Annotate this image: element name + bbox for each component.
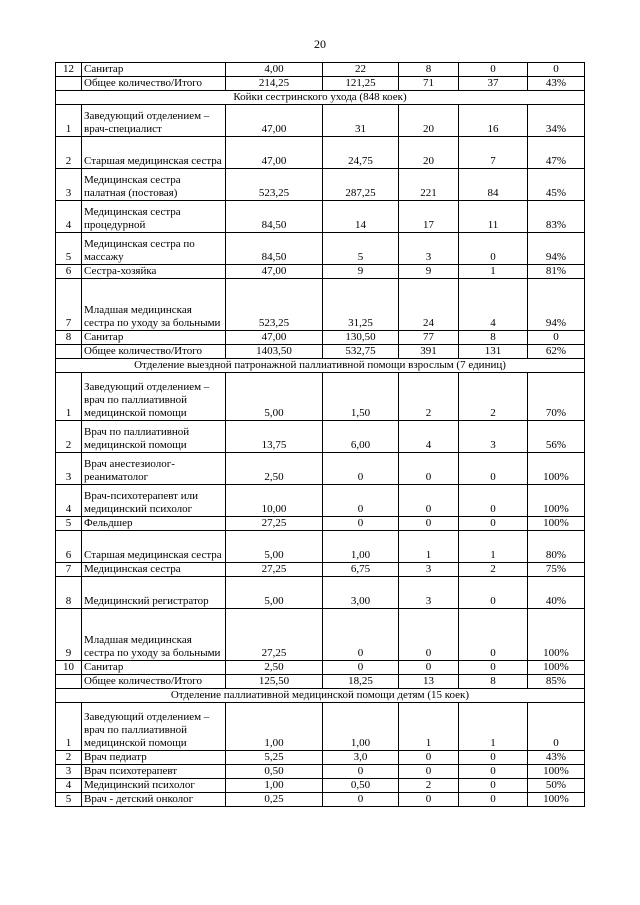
table-row: [56, 577, 585, 609]
value-cell-c4: 2: [459, 373, 528, 421]
position-name-cell: Старшая медицинская сестра: [82, 137, 226, 169]
value-cell-c1: 2,50: [226, 453, 323, 485]
position-name-cell: Санитар: [82, 331, 226, 345]
table-row: [56, 675, 585, 689]
table-row: [56, 793, 585, 807]
value-cell-c3: 4: [399, 421, 459, 453]
value-cell-c2: 0: [323, 765, 399, 779]
value-cell-c3: 0: [399, 793, 459, 807]
row-number-cell: 8: [56, 577, 82, 609]
row-number-cell: 4: [56, 779, 82, 793]
value-cell-c5: 0: [528, 63, 585, 77]
value-cell-c2: 1,50: [323, 373, 399, 421]
row-number-cell: 5: [56, 233, 82, 265]
value-cell-c1: 0,50: [226, 765, 323, 779]
value-cell-c2: 3,00: [323, 577, 399, 609]
value-cell-c1: 10,00: [226, 485, 323, 517]
value-cell-c3: 0: [399, 661, 459, 675]
value-cell-c2: 1,00: [323, 531, 399, 563]
value-cell-c4: 11: [459, 201, 528, 233]
position-name-cell: Заведующий отделением – врач по паллиативной медицинской помощи: [82, 373, 226, 421]
value-cell-c3: 0: [399, 453, 459, 485]
value-cell-c5: 45%: [528, 169, 585, 201]
value-cell-c4: 2: [459, 563, 528, 577]
position-name-cell: Фельдшер: [82, 517, 226, 531]
row-number-cell: 3: [56, 765, 82, 779]
value-cell-c4: 1: [459, 531, 528, 563]
value-cell-c5: 43%: [528, 751, 585, 765]
value-cell-c4: 16: [459, 105, 528, 137]
value-cell-c3: 2: [399, 779, 459, 793]
value-cell-c5: 85%: [528, 675, 585, 689]
table-row: [56, 609, 585, 661]
value-cell-c3: 0: [399, 609, 459, 661]
value-cell-c5: 94%: [528, 279, 585, 331]
value-cell-c4: 0: [459, 793, 528, 807]
value-cell-c2: 0: [323, 517, 399, 531]
position-name-cell: Сестра-хозяйка: [82, 265, 226, 279]
value-cell-c1: 1403,50: [226, 345, 323, 359]
value-cell-c2: 0: [323, 793, 399, 807]
position-name-cell: Медицинская сестра палатная (постовая): [82, 169, 226, 201]
row-number-cell: 6: [56, 265, 82, 279]
position-name-cell: Врач педиатр: [82, 751, 226, 765]
table-row: [56, 563, 585, 577]
value-cell-c2: 532,75: [323, 345, 399, 359]
value-cell-c4: 0: [459, 63, 528, 77]
row-number-cell: 7: [56, 279, 82, 331]
value-cell-c4: 4: [459, 279, 528, 331]
value-cell-c3: 1: [399, 703, 459, 751]
value-cell-c1: 47,00: [226, 137, 323, 169]
row-number-cell: 9: [56, 609, 82, 661]
value-cell-c2: 130,50: [323, 331, 399, 345]
value-cell-c5: 81%: [528, 265, 585, 279]
value-cell-c5: 0: [528, 703, 585, 751]
position-name-cell: Санитар: [82, 661, 226, 675]
value-cell-c1: 1,00: [226, 779, 323, 793]
value-cell-c2: 1,00: [323, 703, 399, 751]
value-cell-c3: 221: [399, 169, 459, 201]
value-cell-c4: 0: [459, 453, 528, 485]
value-cell-c4: 0: [459, 661, 528, 675]
value-cell-c5: 80%: [528, 531, 585, 563]
position-name-cell: Санитар: [82, 63, 226, 77]
table-row: [56, 765, 585, 779]
position-name-cell: Медицинский психолог: [82, 779, 226, 793]
value-cell-c3: 1: [399, 531, 459, 563]
row-number-cell: 7: [56, 563, 82, 577]
value-cell-c2: 18,25: [323, 675, 399, 689]
value-cell-c5: 0: [528, 331, 585, 345]
value-cell-c1: 27,25: [226, 609, 323, 661]
table-row: [56, 485, 585, 517]
value-cell-c1: 47,00: [226, 331, 323, 345]
position-name-cell: Медицинская сестра процедурной: [82, 201, 226, 233]
value-cell-c1: 84,50: [226, 201, 323, 233]
value-cell-c3: 20: [399, 105, 459, 137]
value-cell-c4: 0: [459, 765, 528, 779]
value-cell-c4: 84: [459, 169, 528, 201]
value-cell-c5: 43%: [528, 77, 585, 91]
value-cell-c4: 0: [459, 751, 528, 765]
value-cell-c4: 1: [459, 703, 528, 751]
table-row: [56, 421, 585, 453]
value-cell-c5: 34%: [528, 105, 585, 137]
row-number-cell: 12: [56, 63, 82, 77]
value-cell-c1: 84,50: [226, 233, 323, 265]
position-name-cell: Медицинская сестра по массажу: [82, 233, 226, 265]
row-number-cell: 1: [56, 703, 82, 751]
row-number-cell: [56, 345, 82, 359]
value-cell-c1: 2,50: [226, 661, 323, 675]
row-number-cell: 3: [56, 169, 82, 201]
value-cell-c2: 287,25: [323, 169, 399, 201]
value-cell-c1: 5,00: [226, 531, 323, 563]
value-cell-c5: 50%: [528, 779, 585, 793]
position-name-cell: Общее количество/Итого: [82, 345, 226, 359]
value-cell-c3: 0: [399, 485, 459, 517]
row-number-cell: 2: [56, 137, 82, 169]
section-title: Отделение выездной патронажной паллиативной помощи взрослым (7 единиц): [56, 359, 585, 373]
staffing-table: [55, 62, 585, 807]
position-name-cell: Старшая медицинская сестра: [82, 531, 226, 563]
value-cell-c2: 24,75: [323, 137, 399, 169]
page-number: 20: [314, 37, 326, 51]
position-name-cell: Младшая медицинская сестра по уходу за больными: [82, 609, 226, 661]
value-cell-c2: 6,75: [323, 563, 399, 577]
value-cell-c4: 0: [459, 517, 528, 531]
table-row: [56, 345, 585, 359]
row-number-cell: 1: [56, 105, 82, 137]
row-number-cell: 4: [56, 485, 82, 517]
value-cell-c1: 27,25: [226, 517, 323, 531]
value-cell-c1: 27,25: [226, 563, 323, 577]
row-number-cell: 2: [56, 751, 82, 765]
table-row: [56, 517, 585, 531]
row-number-cell: [56, 675, 82, 689]
table-row: [56, 373, 585, 421]
value-cell-c2: 9: [323, 265, 399, 279]
position-name-cell: Заведующий отделением – врач по паллиативной медицинской помощи: [82, 703, 226, 751]
value-cell-c2: 6,00: [323, 421, 399, 453]
value-cell-c4: 0: [459, 233, 528, 265]
position-name-cell: Врач психотерапевт: [82, 765, 226, 779]
value-cell-c1: 523,25: [226, 169, 323, 201]
value-cell-c5: 100%: [528, 793, 585, 807]
table-row: [56, 201, 585, 233]
value-cell-c5: 100%: [528, 453, 585, 485]
value-cell-c1: 5,25: [226, 751, 323, 765]
table-row: [56, 63, 585, 77]
value-cell-c5: 40%: [528, 577, 585, 609]
value-cell-c3: 71: [399, 77, 459, 91]
position-name-cell: Медицинский регистратор: [82, 577, 226, 609]
value-cell-c3: 77: [399, 331, 459, 345]
row-number-cell: 10: [56, 661, 82, 675]
value-cell-c2: 5: [323, 233, 399, 265]
value-cell-c3: 3: [399, 233, 459, 265]
value-cell-c2: 0,50: [323, 779, 399, 793]
value-cell-c2: 31,25: [323, 279, 399, 331]
value-cell-c2: 0: [323, 609, 399, 661]
value-cell-c3: 8: [399, 63, 459, 77]
section-title: Койки сестринского ухода (848 коек): [56, 91, 585, 105]
value-cell-c2: 0: [323, 485, 399, 517]
value-cell-c1: 47,00: [226, 105, 323, 137]
value-cell-c4: 131: [459, 345, 528, 359]
table-row: [56, 703, 585, 751]
value-cell-c1: 47,00: [226, 265, 323, 279]
value-cell-c5: 100%: [528, 661, 585, 675]
value-cell-c5: 94%: [528, 233, 585, 265]
value-cell-c1: 125,50: [226, 675, 323, 689]
value-cell-c5: 56%: [528, 421, 585, 453]
value-cell-c4: 0: [459, 609, 528, 661]
value-cell-c2: 3,0: [323, 751, 399, 765]
value-cell-c4: 0: [459, 779, 528, 793]
row-number-cell: 4: [56, 201, 82, 233]
position-name-cell: Врач - детский онколог: [82, 793, 226, 807]
value-cell-c4: 0: [459, 577, 528, 609]
value-cell-c1: 0,25: [226, 793, 323, 807]
value-cell-c2: 0: [323, 453, 399, 485]
position-name-cell: Заведующий отделением – врач-специалист: [82, 105, 226, 137]
row-number-cell: 5: [56, 793, 82, 807]
table-row: [56, 77, 585, 91]
value-cell-c1: 13,75: [226, 421, 323, 453]
table-row: [56, 531, 585, 563]
value-cell-c4: 8: [459, 675, 528, 689]
value-cell-c1: 4,00: [226, 63, 323, 77]
table-row: [56, 169, 585, 201]
value-cell-c5: 75%: [528, 563, 585, 577]
position-name-cell: Врач анестезиолог-реаниматолог: [82, 453, 226, 485]
value-cell-c3: 391: [399, 345, 459, 359]
value-cell-c2: 0: [323, 661, 399, 675]
position-name-cell: Общее количество/Итого: [82, 77, 226, 91]
value-cell-c5: 100%: [528, 485, 585, 517]
table-row: [56, 453, 585, 485]
row-number-cell: 1: [56, 373, 82, 421]
table-row: [56, 279, 585, 331]
value-cell-c4: 1: [459, 265, 528, 279]
row-number-cell: 2: [56, 421, 82, 453]
value-cell-c5: 100%: [528, 517, 585, 531]
value-cell-c1: 523,25: [226, 279, 323, 331]
value-cell-c5: 100%: [528, 609, 585, 661]
value-cell-c4: 8: [459, 331, 528, 345]
table-row: [56, 661, 585, 675]
table-row: [56, 265, 585, 279]
value-cell-c5: 47%: [528, 137, 585, 169]
value-cell-c5: 83%: [528, 201, 585, 233]
section-header-row: [56, 91, 585, 105]
value-cell-c5: 100%: [528, 765, 585, 779]
value-cell-c2: 31: [323, 105, 399, 137]
table-row: [56, 137, 585, 169]
value-cell-c4: 3: [459, 421, 528, 453]
value-cell-c3: 0: [399, 765, 459, 779]
table-row: [56, 751, 585, 765]
value-cell-c3: 24: [399, 279, 459, 331]
value-cell-c3: 13: [399, 675, 459, 689]
row-number-cell: [56, 77, 82, 91]
position-name-cell: Врач-психотерапевт или медицинский психолог: [82, 485, 226, 517]
row-number-cell: 5: [56, 517, 82, 531]
value-cell-c4: 0: [459, 485, 528, 517]
value-cell-c3: 0: [399, 751, 459, 765]
table-row: [56, 233, 585, 265]
value-cell-c4: 37: [459, 77, 528, 91]
table-row: [56, 779, 585, 793]
value-cell-c3: 17: [399, 201, 459, 233]
row-number-cell: 6: [56, 531, 82, 563]
value-cell-c2: 14: [323, 201, 399, 233]
row-number-cell: 3: [56, 453, 82, 485]
value-cell-c5: 70%: [528, 373, 585, 421]
section-header-row: [56, 689, 585, 703]
value-cell-c3: 9: [399, 265, 459, 279]
row-number-cell: 8: [56, 331, 82, 345]
position-name-cell: Медицинская сестра: [82, 563, 226, 577]
section-title: Отделение паллиативной медицинской помощи детям (15 коек): [56, 689, 585, 703]
value-cell-c1: 5,00: [226, 373, 323, 421]
value-cell-c3: 3: [399, 577, 459, 609]
value-cell-c5: 62%: [528, 345, 585, 359]
value-cell-c3: 0: [399, 517, 459, 531]
table-row: [56, 105, 585, 137]
section-header-row: [56, 359, 585, 373]
position-name-cell: Младшая медицинская сестра по уходу за больными: [82, 279, 226, 331]
value-cell-c2: 121,25: [323, 77, 399, 91]
position-name-cell: Общее количество/Итого: [82, 675, 226, 689]
value-cell-c1: 5,00: [226, 577, 323, 609]
value-cell-c3: 3: [399, 563, 459, 577]
value-cell-c4: 7: [459, 137, 528, 169]
value-cell-c3: 2: [399, 373, 459, 421]
table-row: [56, 331, 585, 345]
value-cell-c1: 214,25: [226, 77, 323, 91]
value-cell-c1: 1,00: [226, 703, 323, 751]
value-cell-c3: 20: [399, 137, 459, 169]
value-cell-c2: 22: [323, 63, 399, 77]
position-name-cell: Врач по паллиативной медицинской помощи: [82, 421, 226, 453]
